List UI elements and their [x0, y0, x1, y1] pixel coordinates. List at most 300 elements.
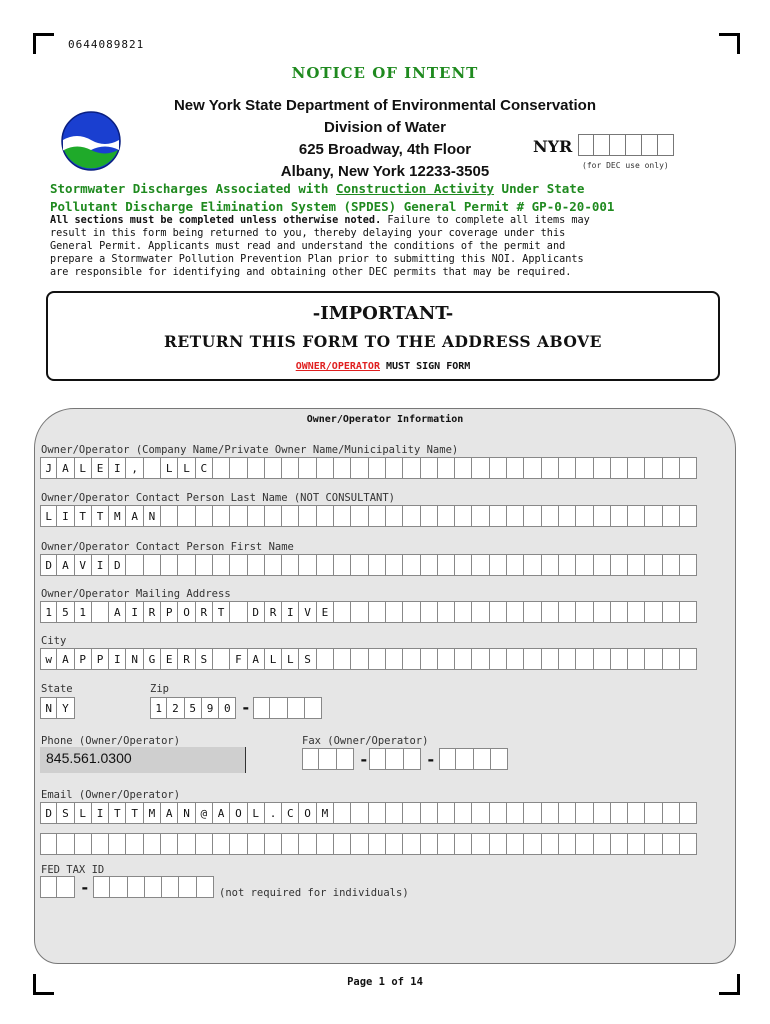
char-box[interactable]: J	[40, 457, 57, 479]
char-box[interactable]	[265, 505, 282, 527]
char-box[interactable]: A	[109, 601, 126, 623]
char-box[interactable]: L	[75, 802, 92, 824]
char-box[interactable]	[92, 601, 109, 623]
char-box[interactable]	[386, 554, 403, 576]
fax-area-field[interactable]	[302, 748, 354, 770]
char-box[interactable]: F	[230, 648, 247, 670]
char-box[interactable]	[178, 554, 195, 576]
email-field-line-1[interactable]	[40, 802, 697, 824]
char-box[interactable]	[455, 802, 472, 824]
char-box[interactable]	[507, 505, 524, 527]
char-box[interactable]	[611, 601, 628, 623]
char-box[interactable]	[559, 648, 576, 670]
char-box[interactable]	[542, 505, 559, 527]
char-box[interactable]	[491, 748, 508, 770]
char-box[interactable]	[439, 748, 456, 770]
char-box[interactable]	[248, 505, 265, 527]
char-box[interactable]	[317, 457, 334, 479]
char-box[interactable]: R	[265, 601, 282, 623]
char-box[interactable]: E	[92, 457, 109, 479]
char-box[interactable]: 2	[167, 697, 184, 719]
char-box[interactable]	[302, 748, 319, 770]
char-box[interactable]	[369, 554, 386, 576]
char-box[interactable]	[524, 648, 541, 670]
char-box[interactable]: 5	[57, 601, 74, 623]
char-box[interactable]	[455, 554, 472, 576]
char-box[interactable]: T	[92, 505, 109, 527]
char-box[interactable]	[594, 505, 611, 527]
char-box[interactable]	[472, 648, 489, 670]
char-box[interactable]	[369, 457, 386, 479]
char-box[interactable]	[386, 648, 403, 670]
char-box[interactable]	[270, 697, 287, 719]
char-box[interactable]: M	[109, 505, 126, 527]
char-box[interactable]	[253, 697, 270, 719]
char-box[interactable]	[559, 833, 576, 855]
char-box[interactable]: N	[144, 505, 161, 527]
nyr-box[interactable]	[642, 134, 658, 156]
char-box[interactable]: C	[282, 802, 299, 824]
char-box[interactable]: D	[40, 802, 57, 824]
char-box[interactable]	[351, 601, 368, 623]
char-box[interactable]	[576, 457, 593, 479]
char-box[interactable]	[75, 833, 92, 855]
char-box[interactable]	[490, 802, 507, 824]
char-box[interactable]: A	[57, 554, 74, 576]
char-box[interactable]: L	[40, 505, 57, 527]
char-box[interactable]: E	[161, 648, 178, 670]
char-box[interactable]	[663, 554, 680, 576]
char-box[interactable]	[369, 802, 386, 824]
char-box[interactable]	[351, 554, 368, 576]
char-box[interactable]	[438, 457, 455, 479]
char-box[interactable]	[248, 457, 265, 479]
char-box[interactable]	[472, 554, 489, 576]
char-box[interactable]	[305, 697, 322, 719]
char-box[interactable]: w	[40, 648, 57, 670]
char-box[interactable]	[680, 505, 697, 527]
char-box[interactable]	[282, 457, 299, 479]
char-box[interactable]	[421, 802, 438, 824]
char-box[interactable]	[524, 833, 541, 855]
char-box[interactable]	[213, 648, 230, 670]
char-box[interactable]	[559, 802, 576, 824]
char-box[interactable]: T	[213, 601, 230, 623]
mailing-address-field[interactable]	[40, 601, 697, 623]
char-box[interactable]	[663, 833, 680, 855]
char-box[interactable]	[403, 833, 420, 855]
char-box[interactable]: L	[248, 802, 265, 824]
char-box[interactable]: V	[75, 554, 92, 576]
char-box[interactable]	[334, 833, 351, 855]
char-box[interactable]	[319, 748, 336, 770]
char-box[interactable]	[524, 802, 541, 824]
char-box[interactable]	[438, 554, 455, 576]
char-box[interactable]	[456, 748, 473, 770]
char-box[interactable]	[645, 648, 662, 670]
char-box[interactable]	[680, 601, 697, 623]
char-box[interactable]	[351, 648, 368, 670]
char-box[interactable]	[680, 554, 697, 576]
char-box[interactable]	[299, 833, 316, 855]
char-box[interactable]	[230, 505, 247, 527]
char-box[interactable]: P	[92, 648, 109, 670]
char-box[interactable]: I	[92, 802, 109, 824]
last-name-field[interactable]	[40, 505, 697, 527]
char-box[interactable]	[57, 876, 74, 898]
char-box[interactable]	[680, 833, 697, 855]
char-box[interactable]: A	[161, 802, 178, 824]
char-box[interactable]	[524, 457, 541, 479]
nyr-number-boxes[interactable]	[578, 134, 674, 156]
char-box[interactable]: D	[40, 554, 57, 576]
char-box[interactable]	[93, 876, 110, 898]
char-box[interactable]	[126, 554, 143, 576]
char-box[interactable]	[628, 457, 645, 479]
state-field[interactable]	[40, 697, 75, 719]
char-box[interactable]: P	[75, 648, 92, 670]
fax-line-field[interactable]	[439, 748, 508, 770]
char-box[interactable]	[161, 833, 178, 855]
char-box[interactable]	[594, 601, 611, 623]
char-box[interactable]	[559, 505, 576, 527]
char-box[interactable]: A	[57, 457, 74, 479]
char-box[interactable]	[57, 833, 74, 855]
char-box[interactable]	[507, 554, 524, 576]
char-box[interactable]	[438, 833, 455, 855]
char-box[interactable]: A	[213, 802, 230, 824]
char-box[interactable]: P	[161, 601, 178, 623]
char-box[interactable]: V	[299, 601, 316, 623]
char-box[interactable]	[369, 648, 386, 670]
char-box[interactable]	[317, 648, 334, 670]
char-box[interactable]	[542, 601, 559, 623]
char-box[interactable]	[645, 802, 662, 824]
char-box[interactable]: 1	[75, 601, 92, 623]
char-box[interactable]	[490, 648, 507, 670]
char-box[interactable]	[421, 505, 438, 527]
char-box[interactable]	[126, 833, 143, 855]
char-box[interactable]	[213, 833, 230, 855]
char-box[interactable]	[472, 802, 489, 824]
char-box[interactable]: I	[57, 505, 74, 527]
char-box[interactable]	[213, 457, 230, 479]
char-box[interactable]	[490, 554, 507, 576]
char-box[interactable]	[265, 554, 282, 576]
char-box[interactable]	[317, 833, 334, 855]
char-box[interactable]: ,	[126, 457, 143, 479]
char-box[interactable]: L	[265, 648, 282, 670]
char-box[interactable]	[179, 876, 196, 898]
char-box[interactable]	[386, 748, 403, 770]
char-box[interactable]: 9	[202, 697, 219, 719]
char-box[interactable]	[265, 457, 282, 479]
char-box[interactable]	[507, 457, 524, 479]
char-box[interactable]	[611, 648, 628, 670]
char-box[interactable]	[680, 457, 697, 479]
char-box[interactable]	[230, 554, 247, 576]
char-box[interactable]	[663, 601, 680, 623]
char-box[interactable]	[490, 601, 507, 623]
char-box[interactable]	[680, 648, 697, 670]
char-box[interactable]: M	[317, 802, 334, 824]
char-box[interactable]	[594, 554, 611, 576]
char-box[interactable]: O	[178, 601, 195, 623]
char-box[interactable]	[299, 457, 316, 479]
char-box[interactable]	[230, 601, 247, 623]
char-box[interactable]: 1	[150, 697, 167, 719]
char-box[interactable]: G	[144, 648, 161, 670]
char-box[interactable]	[386, 457, 403, 479]
char-box[interactable]	[438, 601, 455, 623]
char-box[interactable]: D	[248, 601, 265, 623]
char-box[interactable]	[576, 833, 593, 855]
char-box[interactable]	[490, 457, 507, 479]
char-box[interactable]	[438, 648, 455, 670]
char-box[interactable]	[299, 505, 316, 527]
char-box[interactable]	[213, 505, 230, 527]
char-box[interactable]: .	[265, 802, 282, 824]
char-box[interactable]: A	[248, 648, 265, 670]
char-box[interactable]	[403, 505, 420, 527]
char-box[interactable]	[663, 648, 680, 670]
char-box[interactable]	[248, 554, 265, 576]
char-box[interactable]: D	[109, 554, 126, 576]
nyr-box[interactable]	[594, 134, 610, 156]
char-box[interactable]	[524, 554, 541, 576]
char-box[interactable]	[265, 833, 282, 855]
char-box[interactable]	[109, 833, 126, 855]
char-box[interactable]	[403, 601, 420, 623]
char-box[interactable]	[421, 457, 438, 479]
char-box[interactable]: L	[161, 457, 178, 479]
char-box[interactable]	[455, 833, 472, 855]
char-box[interactable]	[611, 554, 628, 576]
char-box[interactable]	[559, 554, 576, 576]
char-box[interactable]	[628, 833, 645, 855]
char-box[interactable]	[110, 876, 127, 898]
zip-field[interactable]	[150, 697, 236, 719]
char-box[interactable]	[369, 505, 386, 527]
char-box[interactable]	[196, 554, 213, 576]
char-box[interactable]: S	[299, 648, 316, 670]
char-box[interactable]: E	[317, 601, 334, 623]
char-box[interactable]	[472, 457, 489, 479]
char-box[interactable]	[334, 457, 351, 479]
char-box[interactable]: I	[282, 601, 299, 623]
phone-input[interactable]: 845.561.0300	[40, 747, 246, 773]
char-box[interactable]: T	[75, 505, 92, 527]
char-box[interactable]	[351, 457, 368, 479]
char-box[interactable]	[594, 457, 611, 479]
char-box[interactable]	[472, 601, 489, 623]
char-box[interactable]: N	[126, 648, 143, 670]
char-box[interactable]	[663, 505, 680, 527]
char-box[interactable]: N	[178, 802, 195, 824]
char-box[interactable]	[178, 505, 195, 527]
char-box[interactable]: O	[299, 802, 316, 824]
char-box[interactable]	[144, 833, 161, 855]
char-box[interactable]	[282, 505, 299, 527]
char-box[interactable]	[645, 601, 662, 623]
char-box[interactable]	[299, 554, 316, 576]
char-box[interactable]	[197, 876, 214, 898]
char-box[interactable]	[403, 648, 420, 670]
char-box[interactable]	[40, 833, 57, 855]
nyr-box[interactable]	[626, 134, 642, 156]
char-box[interactable]	[611, 505, 628, 527]
char-box[interactable]: 5	[185, 697, 202, 719]
char-box[interactable]	[403, 802, 420, 824]
char-box[interactable]	[421, 554, 438, 576]
char-box[interactable]	[455, 457, 472, 479]
char-box[interactable]: C	[196, 457, 213, 479]
char-box[interactable]	[337, 748, 354, 770]
char-box[interactable]	[282, 833, 299, 855]
char-box[interactable]	[213, 554, 230, 576]
first-name-field[interactable]	[40, 554, 697, 576]
char-box[interactable]	[161, 554, 178, 576]
char-box[interactable]: 0	[219, 697, 236, 719]
char-box[interactable]	[524, 505, 541, 527]
char-box[interactable]	[421, 601, 438, 623]
char-box[interactable]: S	[196, 648, 213, 670]
char-box[interactable]	[663, 802, 680, 824]
char-box[interactable]	[161, 505, 178, 527]
char-box[interactable]	[594, 833, 611, 855]
char-box[interactable]	[455, 601, 472, 623]
char-box[interactable]	[230, 457, 247, 479]
char-box[interactable]	[334, 505, 351, 527]
char-box[interactable]	[645, 505, 662, 527]
char-box[interactable]: A	[126, 505, 143, 527]
char-box[interactable]: N	[40, 697, 57, 719]
char-box[interactable]	[611, 833, 628, 855]
char-box[interactable]	[438, 802, 455, 824]
char-box[interactable]	[455, 648, 472, 670]
char-box[interactable]	[542, 833, 559, 855]
char-box[interactable]	[524, 601, 541, 623]
char-box[interactable]	[645, 554, 662, 576]
char-box[interactable]	[421, 648, 438, 670]
char-box[interactable]	[542, 802, 559, 824]
char-box[interactable]	[507, 802, 524, 824]
char-box[interactable]	[230, 833, 247, 855]
char-box[interactable]	[542, 554, 559, 576]
char-box[interactable]	[507, 601, 524, 623]
char-box[interactable]: R	[196, 601, 213, 623]
char-box[interactable]	[386, 833, 403, 855]
char-box[interactable]	[542, 648, 559, 670]
char-box[interactable]	[628, 648, 645, 670]
char-box[interactable]	[594, 648, 611, 670]
char-box[interactable]	[386, 505, 403, 527]
char-box[interactable]	[144, 457, 161, 479]
zip-extension-field[interactable]	[253, 697, 322, 719]
char-box[interactable]	[576, 802, 593, 824]
char-box[interactable]	[507, 648, 524, 670]
char-box[interactable]	[144, 554, 161, 576]
char-box[interactable]	[403, 457, 420, 479]
char-box[interactable]	[178, 833, 195, 855]
char-box[interactable]	[334, 648, 351, 670]
email-field-line-2[interactable]	[40, 833, 697, 855]
nyr-box[interactable]	[658, 134, 674, 156]
char-box[interactable]	[645, 457, 662, 479]
char-box[interactable]	[421, 833, 438, 855]
char-box[interactable]: I	[109, 457, 126, 479]
char-box[interactable]	[351, 802, 368, 824]
char-box[interactable]	[472, 505, 489, 527]
char-box[interactable]: Y	[57, 697, 74, 719]
char-box[interactable]: I	[126, 601, 143, 623]
char-box[interactable]	[145, 876, 162, 898]
char-box[interactable]	[288, 697, 305, 719]
char-box[interactable]	[680, 802, 697, 824]
char-box[interactable]	[576, 601, 593, 623]
char-box[interactable]	[542, 457, 559, 479]
char-box[interactable]	[559, 457, 576, 479]
char-box[interactable]	[628, 601, 645, 623]
char-box[interactable]	[611, 802, 628, 824]
char-box[interactable]: @	[196, 802, 213, 824]
char-box[interactable]	[248, 833, 265, 855]
char-box[interactable]	[576, 554, 593, 576]
fax-prefix-field[interactable]	[369, 748, 421, 770]
char-box[interactable]	[334, 802, 351, 824]
char-box[interactable]	[455, 505, 472, 527]
char-box[interactable]	[663, 457, 680, 479]
char-box[interactable]: L	[282, 648, 299, 670]
city-field[interactable]	[40, 648, 697, 670]
char-box[interactable]	[576, 648, 593, 670]
char-box[interactable]	[507, 833, 524, 855]
char-box[interactable]: R	[144, 601, 161, 623]
char-box[interactable]	[334, 601, 351, 623]
char-box[interactable]	[369, 601, 386, 623]
char-box[interactable]	[559, 601, 576, 623]
char-box[interactable]: T	[109, 802, 126, 824]
char-box[interactable]: S	[57, 802, 74, 824]
char-box[interactable]	[438, 505, 455, 527]
char-box[interactable]: A	[57, 648, 74, 670]
char-box[interactable]	[490, 833, 507, 855]
char-box[interactable]	[317, 554, 334, 576]
char-box[interactable]	[162, 876, 179, 898]
char-box[interactable]	[317, 505, 334, 527]
char-box[interactable]	[386, 601, 403, 623]
char-box[interactable]	[334, 554, 351, 576]
char-box[interactable]	[628, 505, 645, 527]
char-box[interactable]	[282, 554, 299, 576]
char-box[interactable]	[351, 505, 368, 527]
char-box[interactable]	[92, 833, 109, 855]
char-box[interactable]	[474, 748, 491, 770]
char-box[interactable]	[369, 748, 386, 770]
char-box[interactable]	[594, 802, 611, 824]
nyr-box[interactable]	[578, 134, 594, 156]
char-box[interactable]: T	[126, 802, 143, 824]
char-box[interactable]: R	[178, 648, 195, 670]
char-box[interactable]	[351, 833, 368, 855]
char-box[interactable]	[645, 833, 662, 855]
company-name-field[interactable]	[40, 457, 697, 479]
char-box[interactable]	[472, 833, 489, 855]
char-box[interactable]: O	[230, 802, 247, 824]
char-box[interactable]	[576, 505, 593, 527]
char-box[interactable]	[628, 802, 645, 824]
char-box[interactable]	[611, 457, 628, 479]
